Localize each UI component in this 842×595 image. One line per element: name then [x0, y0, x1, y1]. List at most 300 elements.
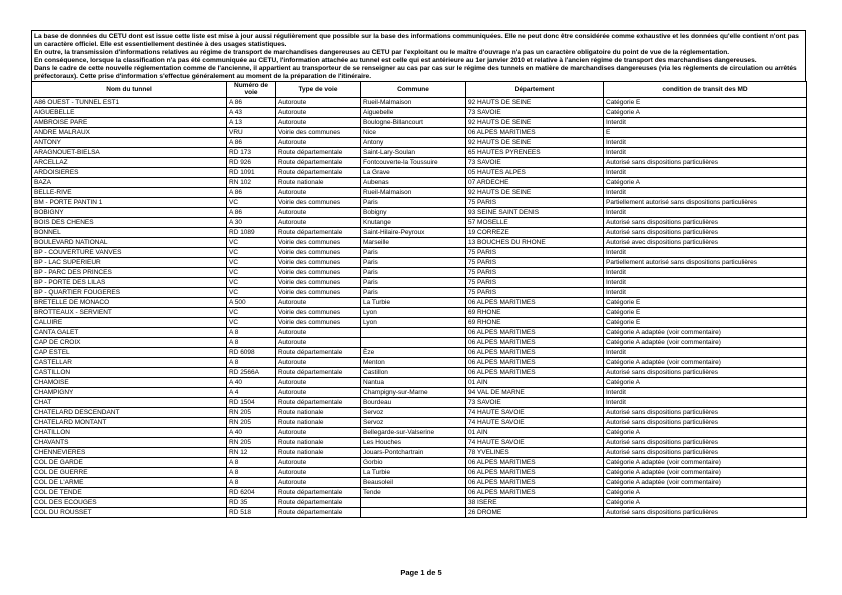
cell-numero: VC [227, 288, 276, 298]
table-row [32, 378, 807, 388]
cell-commune: Jouars-Pontchartrain [361, 448, 466, 458]
cell-commune: Champigny-sur-Marne [361, 388, 466, 398]
cell-numero: VC [227, 198, 276, 208]
cell-nom: COL DES ECOUGES [32, 498, 227, 508]
table-row [32, 438, 807, 448]
cell-commune [361, 508, 466, 518]
table-row [32, 498, 807, 508]
cell-departement: 73 SAVOIE [466, 158, 604, 168]
cell-departement: 65 HAUTES PYRENEES [466, 148, 604, 158]
cell-commune: Paris [361, 198, 466, 208]
cell-departement: 69 RHONE [466, 318, 604, 328]
cell-nom: A86 OUEST - TUNNEL EST1 [32, 98, 227, 108]
cell-numero: RD 1089 [227, 228, 276, 238]
table-header-row [32, 82, 807, 98]
cell-nom: BAZA [32, 178, 227, 188]
cell-numero: A 86 [227, 98, 276, 108]
tunnels-table [31, 81, 807, 518]
cell-numero: A 40 [227, 378, 276, 388]
table-body [32, 98, 807, 518]
cell-commune: Boulogne-Billancourt [361, 118, 466, 128]
cell-condition: Interdit [604, 248, 807, 258]
cell-commune: Les Houches [361, 438, 466, 448]
cell-departement: 75 PARIS [466, 198, 604, 208]
cell-nom: BOBIGNY [32, 208, 227, 218]
table-row [32, 138, 807, 148]
cell-nom: CAP DE CROIX [32, 338, 227, 348]
cell-departement: 75 PARIS [466, 258, 604, 268]
cell-type: Route nationale [276, 408, 361, 418]
table-row [32, 358, 807, 368]
cell-departement: 06 ALPES MARITIMES [466, 478, 604, 488]
table-row [32, 298, 807, 308]
cell-type: Voirie des communes [276, 318, 361, 328]
table-row [32, 478, 807, 488]
cell-departement: 06 ALPES MARITIMES [466, 298, 604, 308]
cell-commune: Servoz [361, 418, 466, 428]
cell-condition: Interdit [604, 138, 807, 148]
cell-type: Autoroute [276, 108, 361, 118]
cell-type: Route départementale [276, 398, 361, 408]
cell-type: Autoroute [276, 338, 361, 348]
cell-departement: 57 MOSELLE [466, 218, 604, 228]
table-row [32, 398, 807, 408]
cell-departement: 06 ALPES MARITIMES [466, 328, 604, 338]
cell-departement: 07 ARDECHE [466, 178, 604, 188]
cell-type: Voirie des communes [276, 248, 361, 258]
cell-commune: Paris [361, 248, 466, 258]
cell-commune: Gorbio [361, 458, 466, 468]
cell-departement: 73 SAVOIE [466, 398, 604, 408]
column-header-nom: Nom du tunnel [32, 82, 227, 98]
table-row [32, 348, 807, 358]
cell-numero: A 8 [227, 338, 276, 348]
cell-nom: CHATELARD DESCENDANT [32, 408, 227, 418]
cell-departement: 74 HAUTE SAVOIE [466, 438, 604, 448]
page-number: Page 1 de 5 [400, 568, 442, 577]
cell-condition: E [604, 128, 807, 138]
cell-nom: COL DE GARDE [32, 458, 227, 468]
cell-type: Autoroute [276, 378, 361, 388]
cell-commune: Paris [361, 288, 466, 298]
table-row [32, 248, 807, 258]
cell-type: Route départementale [276, 148, 361, 158]
cell-numero: A 40 [227, 428, 276, 438]
cell-numero: RN 102 [227, 178, 276, 188]
cell-commune: Castillon [361, 368, 466, 378]
cell-type: Route nationale [276, 438, 361, 448]
cell-numero: A 8 [227, 468, 276, 478]
table-row [32, 328, 807, 338]
table-row [32, 428, 807, 438]
cell-condition: Catégorie A [604, 108, 807, 118]
cell-type: Voirie des communes [276, 128, 361, 138]
cell-commune: Bobigny [361, 208, 466, 218]
cell-condition: Catégorie A adaptée (voir commentaire) [604, 328, 807, 338]
cell-condition: Autorisé sans dispositions particulières [604, 448, 807, 458]
intro-paragraph-1: La base de données du CETU dont est issue cette liste est mise à jour aussi régulièrement que possible sur la base des informations communiquées. Elle ne peut donc être considérée comme exhaustive et les données qu'elle contient n'ont pas un caractère officiel. Elle est essentiellement destinée à des usages statistiques. [34, 33, 799, 48]
cell-departement: 05 HAUTES ALPES [466, 168, 604, 178]
cell-commune: Lyon [361, 318, 466, 328]
cell-commune: Paris [361, 278, 466, 288]
cell-nom: CHATILLON [32, 428, 227, 438]
table-row [32, 338, 807, 348]
cell-nom: BELLE-RIVE [32, 188, 227, 198]
cell-condition: Interdit [604, 398, 807, 408]
cell-commune: La Grave [361, 168, 466, 178]
cell-type: Voirie des communes [276, 238, 361, 248]
cell-commune: La Turbie [361, 298, 466, 308]
table-row [32, 488, 807, 498]
cell-departement: 94 VAL DE MARNE [466, 388, 604, 398]
cell-type: Route départementale [276, 348, 361, 358]
cell-nom: CHAMOISE [32, 378, 227, 388]
cell-type: Autoroute [276, 428, 361, 438]
table-row [32, 178, 807, 188]
cell-commune: Beausoleil [361, 478, 466, 488]
cell-commune: Saint-Hilaire-Peyroux [361, 228, 466, 238]
column-header-type: Type de voie [276, 82, 361, 98]
cell-numero: RD 1504 [227, 398, 276, 408]
cell-condition: Catégorie A adaptée (voir commentaire) [604, 478, 807, 488]
cell-commune: Lyon [361, 308, 466, 318]
cell-commune: Èze [361, 348, 466, 358]
cell-condition: Catégorie A adaptée (voir commentaire) [604, 468, 807, 478]
cell-nom: COL DE L'ARME [32, 478, 227, 488]
table-row [32, 418, 807, 428]
cell-departement: 75 PARIS [466, 248, 604, 258]
cell-numero: A 8 [227, 358, 276, 368]
cell-type: Route nationale [276, 178, 361, 188]
column-header-departement: Département [466, 82, 604, 98]
cell-numero: A 13 [227, 118, 276, 128]
cell-type: Voirie des communes [276, 308, 361, 318]
table-row [32, 318, 807, 328]
cell-departement: 06 ALPES MARITIMES [466, 128, 604, 138]
cell-nom: BP - PARC DES PRINCES [32, 268, 227, 278]
cell-nom: COL DU ROUSSET [32, 508, 227, 518]
cell-nom: BRETELLE DE MONACO [32, 298, 227, 308]
table-row [32, 198, 807, 208]
cell-commune: Paris [361, 258, 466, 268]
table-row [32, 408, 807, 418]
cell-type: Route départementale [276, 488, 361, 498]
cell-nom: CHATELARD MONTANT [32, 418, 227, 428]
cell-numero: RD 1091 [227, 168, 276, 178]
cell-condition: Interdit [604, 208, 807, 218]
cell-commune: Menton [361, 358, 466, 368]
cell-numero: VC [227, 238, 276, 248]
table-row [32, 238, 807, 248]
cell-departement: 26 DROME [466, 508, 604, 518]
cell-nom: ANDRE MALRAUX [32, 128, 227, 138]
cell-condition: Interdit [604, 148, 807, 158]
cell-condition: Interdit [604, 188, 807, 198]
table-row [32, 368, 807, 378]
cell-numero: RD 2566A [227, 368, 276, 378]
cell-departement: 01 AIN [466, 378, 604, 388]
document-page [31, 30, 806, 518]
cell-numero: A 43 [227, 108, 276, 118]
table-row [32, 108, 807, 118]
cell-commune [361, 328, 466, 338]
cell-numero: VC [227, 318, 276, 328]
cell-departement: 92 HAUTS DE SEINE [466, 188, 604, 198]
cell-condition: Autorisé sans dispositions particulières [604, 218, 807, 228]
cell-numero: A 30 [227, 218, 276, 228]
cell-nom: ARCELLAZ [32, 158, 227, 168]
cell-commune: Tende [361, 488, 466, 498]
cell-nom: BROTTEAUX - SERVIENT [32, 308, 227, 318]
cell-condition: Interdit [604, 348, 807, 358]
cell-condition: Interdit [604, 278, 807, 288]
table-row [32, 218, 807, 228]
cell-commune: Knutange [361, 218, 466, 228]
cell-condition: Autorisé sans dispositions particulières [604, 408, 807, 418]
cell-commune: Servoz [361, 408, 466, 418]
cell-nom: BP - QUARTIER FOUGERES [32, 288, 227, 298]
cell-numero: VC [227, 248, 276, 258]
cell-type: Autoroute [276, 118, 361, 128]
table-row [32, 168, 807, 178]
table-row [32, 228, 807, 238]
cell-condition: Interdit [604, 288, 807, 298]
cell-condition: Autorisé sans dispositions particulières [604, 508, 807, 518]
cell-numero: A 8 [227, 458, 276, 468]
cell-type: Voirie des communes [276, 288, 361, 298]
cell-type: Route nationale [276, 448, 361, 458]
cell-commune: La Turbie [361, 468, 466, 478]
cell-condition: Catégorie A [604, 488, 807, 498]
cell-type: Route départementale [276, 168, 361, 178]
cell-departement: 74 HAUTE SAVOIE [466, 418, 604, 428]
cell-condition: Interdit [604, 268, 807, 278]
cell-nom: CHENNEVIERES [32, 448, 227, 458]
cell-numero: RN 205 [227, 438, 276, 448]
cell-commune: Antony [361, 138, 466, 148]
cell-commune [361, 338, 466, 348]
cell-condition: Catégorie A adaptée (voir commentaire) [604, 358, 807, 368]
cell-departement: 78 YVELINES [466, 448, 604, 458]
cell-nom: CANTA GALET [32, 328, 227, 338]
column-header-commune: Commune [361, 82, 466, 98]
cell-departement: 38 ISERE [466, 498, 604, 508]
cell-commune: Aiguebelle [361, 108, 466, 118]
table-row [32, 118, 807, 128]
table-row [32, 288, 807, 298]
cell-numero: RD 35 [227, 498, 276, 508]
cell-type: Autoroute [276, 218, 361, 228]
cell-condition: Interdit [604, 168, 807, 178]
table-row [32, 268, 807, 278]
cell-nom: BOULEVARD NATIONAL [32, 238, 227, 248]
cell-departement: 73 SAVOIE [466, 108, 604, 118]
cell-departement: 06 ALPES MARITIMES [466, 468, 604, 478]
cell-commune: Marseille [361, 238, 466, 248]
cell-nom: CASTELLAR [32, 358, 227, 368]
cell-type: Autoroute [276, 98, 361, 108]
table-row [32, 458, 807, 468]
cell-type: Voirie des communes [276, 278, 361, 288]
column-header-numero: Numéro de voie [227, 82, 276, 98]
intro-disclaimer [31, 30, 806, 81]
cell-commune: Nice [361, 128, 466, 138]
cell-numero: A 8 [227, 328, 276, 338]
cell-condition: Interdit [604, 118, 807, 128]
cell-commune: Aubenas [361, 178, 466, 188]
cell-condition: Autorisé sans dispositions particulières [604, 158, 807, 168]
cell-type: Autoroute [276, 468, 361, 478]
cell-numero: A 86 [227, 188, 276, 198]
table-row [32, 148, 807, 158]
cell-numero: A 86 [227, 138, 276, 148]
cell-nom: CASTILLON [32, 368, 227, 378]
cell-numero: VC [227, 308, 276, 318]
cell-condition: Catégorie A adaptée (voir commentaire) [604, 338, 807, 348]
cell-numero: RD 173 [227, 148, 276, 158]
table-row [32, 278, 807, 288]
cell-numero: A 500 [227, 298, 276, 308]
cell-commune: Paris [361, 268, 466, 278]
cell-nom: COL DE GUERRE [32, 468, 227, 478]
cell-type: Voirie des communes [276, 268, 361, 278]
cell-type: Autoroute [276, 188, 361, 198]
cell-nom: COL DE TENDE [32, 488, 227, 498]
cell-numero: A 86 [227, 208, 276, 218]
cell-nom: AMBROISE PARE [32, 118, 227, 128]
cell-nom: CALUIRE [32, 318, 227, 328]
cell-numero: VC [227, 268, 276, 278]
table-row [32, 308, 807, 318]
cell-condition: Autorisé avec dispositions particulières [604, 238, 807, 248]
cell-departement: 06 ALPES MARITIMES [466, 368, 604, 378]
cell-type: Route départementale [276, 498, 361, 508]
cell-departement: 06 ALPES MARITIMES [466, 348, 604, 358]
cell-numero: A 8 [227, 478, 276, 488]
table-row [32, 508, 807, 518]
cell-type: Autoroute [276, 298, 361, 308]
cell-condition: Catégorie A [604, 498, 807, 508]
cell-commune: Fontcouverte-la Toussuire [361, 158, 466, 168]
cell-departement: 06 ALPES MARITIMES [466, 338, 604, 348]
cell-condition: Autorisé sans dispositions particulières [604, 368, 807, 378]
cell-commune: Saint-Lary-Soulan [361, 148, 466, 158]
cell-nom: CAP ESTEL [32, 348, 227, 358]
cell-numero: RN 205 [227, 418, 276, 428]
cell-type: Autoroute [276, 478, 361, 488]
cell-type: Route départementale [276, 508, 361, 518]
table-row [32, 158, 807, 168]
cell-nom: CHAT [32, 398, 227, 408]
cell-type: Route départementale [276, 158, 361, 168]
cell-departement: 19 CORREZE [466, 228, 604, 238]
cell-condition: Catégorie E [604, 308, 807, 318]
cell-nom: BP - LAC SUPERIEUR [32, 258, 227, 268]
cell-departement: 92 HAUTS DE SEINE [466, 98, 604, 108]
cell-type: Route départementale [276, 228, 361, 238]
cell-commune: Bellegarde-sur-Valserine [361, 428, 466, 438]
cell-commune [361, 498, 466, 508]
cell-numero: VRU [227, 128, 276, 138]
table-row [32, 188, 807, 198]
column-header-condition: condition de transit des MD [604, 82, 807, 98]
cell-condition: Catégorie E [604, 98, 807, 108]
table-row [32, 448, 807, 458]
cell-nom: BP - COUVERTURE VANVES [32, 248, 227, 258]
table-row [32, 208, 807, 218]
intro-paragraph-4: Dans le cadre de cette nouvelle réglementation comme de l'ancienne, il appartient au transporteur de se renseigner au cas par cas sur le régime des tunnels en matière de marchandises dangereuses (via les règlements de circulation ou arrêtés préfectoraux). Cette prise d'information s'effectue généralement au moment de la préparation de l'itinéraire. [34, 64, 797, 80]
cell-departement: 93 SEINE SAINT DENIS [466, 208, 604, 218]
cell-numero: RD 6098 [227, 348, 276, 358]
cell-commune: Rueil-Malmaison [361, 188, 466, 198]
cell-condition: Catégorie A [604, 378, 807, 388]
table-row [32, 128, 807, 138]
cell-departement: 74 HAUTE SAVOIE [466, 408, 604, 418]
cell-nom: BP - PORTE DES LILAS [32, 278, 227, 288]
cell-condition: Catégorie A [604, 178, 807, 188]
cell-nom: BOIS DES CHENES [32, 218, 227, 228]
cell-numero: A 4 [227, 388, 276, 398]
table-row [32, 388, 807, 398]
cell-condition: Catégorie E [604, 318, 807, 328]
cell-nom: CHAMPIGNY [32, 388, 227, 398]
cell-numero: VC [227, 258, 276, 268]
cell-type: Autoroute [276, 328, 361, 338]
cell-condition: Catégorie E [604, 298, 807, 308]
cell-condition: Interdit [604, 388, 807, 398]
intro-paragraph-2: En outre, la transmission d'informations relatives au régime de transport de marchandises dangereuses au CETU par l'exploitant ou le maître d'ouvrage n'a pas un caractère obligatoire du point de vue de la réglementation. [34, 48, 730, 56]
cell-departement: 06 ALPES MARITIMES [466, 488, 604, 498]
cell-nom: ARAGNOUET-BIELSA [32, 148, 227, 158]
table-row [32, 98, 807, 108]
cell-type: Autoroute [276, 358, 361, 368]
cell-type: Autoroute [276, 458, 361, 468]
cell-commune: Bourdeau [361, 398, 466, 408]
cell-numero: RN 12 [227, 448, 276, 458]
intro-paragraph-3: En conséquence, lorsque la classification n'a pas été communiquée au CETU, l'information attachée au tunnel est celle qui est antérieure au 1er janvier 2010 et relative à l'ancien régime de transport des marchandises dangereuses. [34, 56, 757, 64]
cell-departement: 75 PARIS [466, 278, 604, 288]
table-row [32, 258, 807, 268]
cell-numero: RD 6204 [227, 488, 276, 498]
cell-departement: 75 PARIS [466, 268, 604, 278]
cell-type: Autoroute [276, 388, 361, 398]
cell-type: Autoroute [276, 208, 361, 218]
cell-departement: 75 PARIS [466, 288, 604, 298]
cell-departement: 06 ALPES MARITIMES [466, 458, 604, 468]
cell-departement: 92 HAUTS DE SEINE [466, 138, 604, 148]
cell-departement: 92 HAUTS DE SEINE [466, 118, 604, 128]
cell-type: Route départementale [276, 368, 361, 378]
cell-numero: RN 205 [227, 408, 276, 418]
cell-departement: 06 ALPES MARITIMES [466, 358, 604, 368]
cell-condition: Autorisé sans dispositions particulières [604, 418, 807, 428]
cell-departement: 69 RHONE [466, 308, 604, 318]
cell-nom: ANTONY [32, 138, 227, 148]
cell-nom: CHAVANTS [32, 438, 227, 448]
cell-type: Voirie des communes [276, 198, 361, 208]
cell-nom: AIGUEBELLE [32, 108, 227, 118]
cell-condition: Partiellement autorisé sans dispositions particulières [604, 258, 807, 268]
cell-nom: BONNEL [32, 228, 227, 238]
cell-condition: Catégorie A adaptée (voir commentaire) [604, 458, 807, 468]
cell-condition: Catégorie A [604, 428, 807, 438]
cell-numero: RD 926 [227, 158, 276, 168]
cell-departement: 01 AIN [466, 428, 604, 438]
cell-departement: 13 BOUCHES DU RHONE [466, 238, 604, 248]
cell-type: Voirie des communes [276, 258, 361, 268]
cell-condition: Autorisé sans dispositions particulières [604, 228, 807, 238]
cell-type: Autoroute [276, 138, 361, 148]
